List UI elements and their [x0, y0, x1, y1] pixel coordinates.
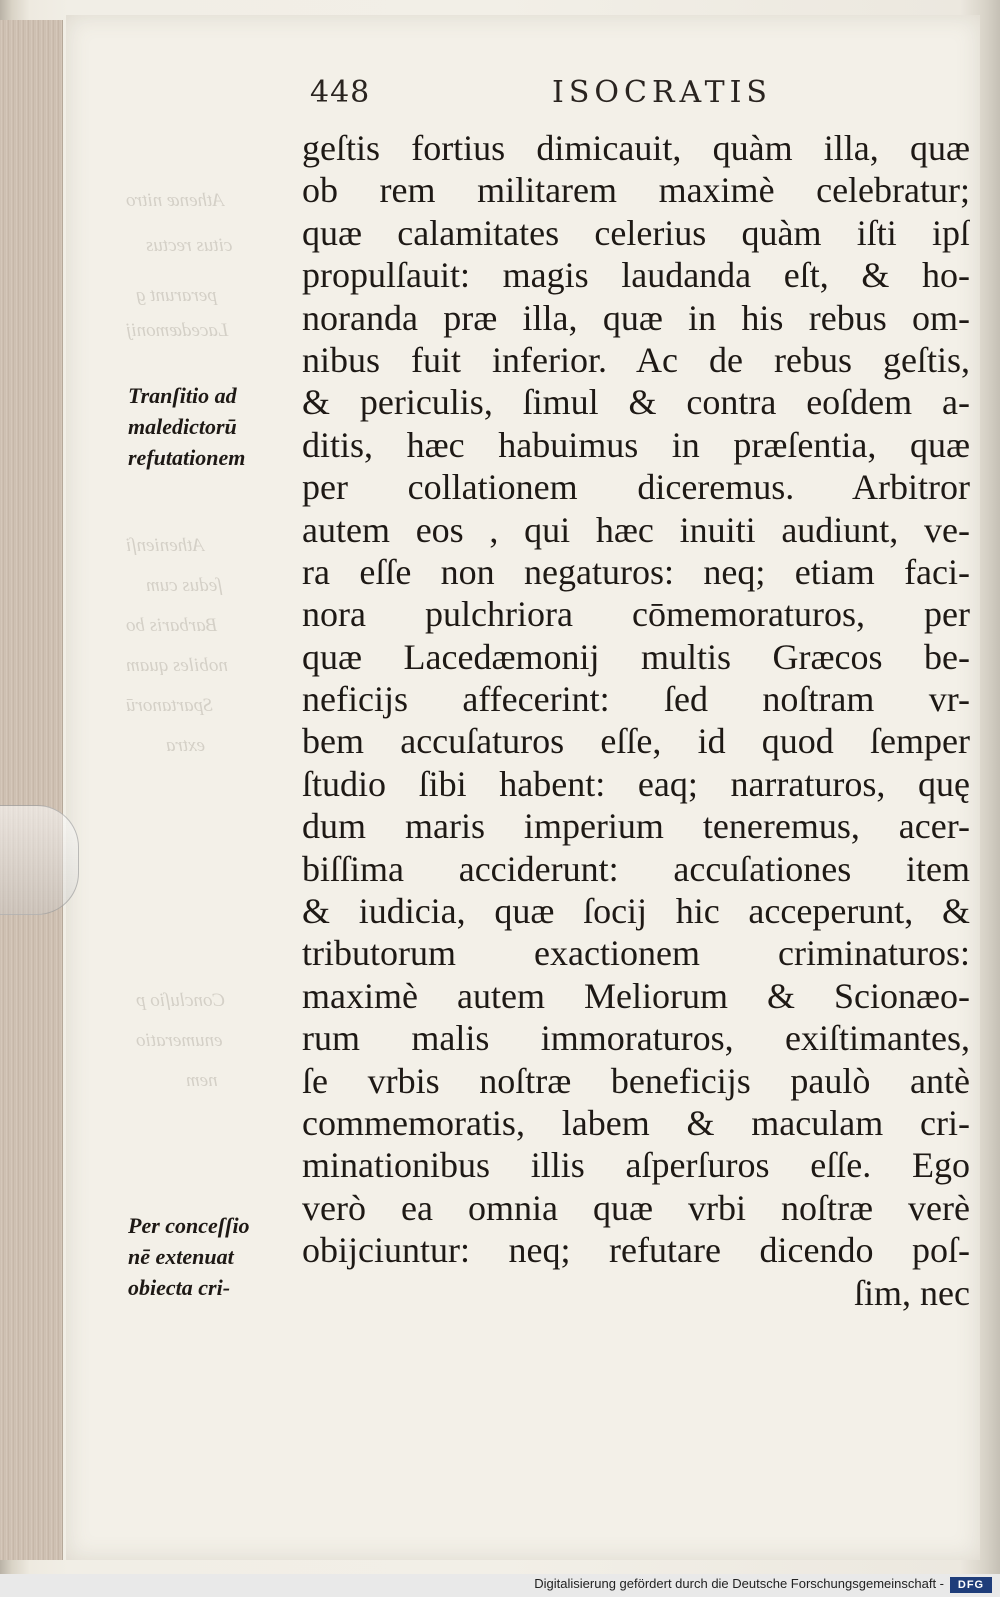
- show-through-mark: nobiles quam: [126, 655, 228, 676]
- funding-credit: Digitalisierung gefördert durch die Deutsche Forschungsgemeinschaft -: [534, 1576, 944, 1591]
- text-line: minationibus illis aſperſuros eſſe. Ego: [302, 1145, 970, 1186]
- margin-note-line: nē extenuat: [128, 1244, 234, 1269]
- text-line: nibus fuit inferior. Ac de rebus geſtis,: [302, 339, 970, 380]
- body-text: [302, 127, 970, 1314]
- margin-note-line: maledictorū: [128, 414, 237, 439]
- text-line: & iudicia, quæ ſocij hic acceperunt, &: [302, 891, 970, 932]
- text-line: noranda præ illa, quæ in his rebus om-: [302, 297, 970, 338]
- text-line: biſſima acciderunt: accuſationes item: [302, 848, 970, 889]
- page-clip: [0, 805, 79, 915]
- margin-note-line: Per conceſſio: [128, 1213, 250, 1238]
- text-line: ſe vrbis noſtræ beneficijs paulò antè: [302, 1060, 970, 1101]
- text-line: quæ calamitates celerius quàm iſti ipſ: [302, 212, 970, 253]
- book-fore-edge: [0, 20, 63, 1560]
- show-through-mark: nem: [186, 1070, 218, 1091]
- text-line: propulſauit: magis laudanda eſt, & ho-: [302, 255, 970, 296]
- margin-note-line: refutationem: [128, 445, 246, 470]
- text-line: obijciuntur: neq; refutare dicendo poſ-: [302, 1230, 970, 1271]
- digitization-footer: [0, 1574, 1000, 1597]
- text-line: geſtis fortius dimicauit, quàm illa, quæ: [302, 128, 970, 168]
- catchword-line: ſim, nec: [854, 1272, 970, 1313]
- text-line: quæ Lacedæmonij multis Græcos be-: [302, 636, 970, 677]
- show-through-mark: Barbaris bo: [126, 615, 218, 636]
- show-through-mark: enumeratio: [136, 1030, 223, 1051]
- text-line: per collationem diceremus. Arbitror: [302, 467, 970, 508]
- show-through-mark: perarunt g: [136, 285, 217, 306]
- text-line: ob rem militarem maximè celebratur;: [302, 170, 970, 211]
- margin-note-per-concessionem: [128, 1210, 250, 1303]
- running-head: [66, 75, 980, 125]
- text-line: commemoratis, labem & maculam cri-: [302, 1102, 970, 1143]
- running-title: ISOCRATIS: [552, 75, 772, 110]
- show-through-mark: Concluſio p: [136, 990, 226, 1011]
- text-line: verò ea omnia quæ vrbi noſtræ verè: [302, 1187, 970, 1228]
- text-line: nora pulchriora cōmemoraturos, per: [302, 594, 970, 635]
- show-through-mark: Spartanorū: [126, 695, 213, 716]
- text-line: ditis, hæc habuimus in præſentia, quæ: [302, 424, 970, 465]
- margin-note-line: obiecta cri-: [128, 1275, 231, 1300]
- page-number: 448: [310, 75, 371, 110]
- margin-note-transitio: [128, 380, 245, 473]
- text-line: autem eos , qui hæc inuiti audiunt, ve-: [302, 509, 970, 550]
- show-through-mark: Lacedæmonij: [126, 320, 229, 341]
- show-through-mark: extra: [166, 735, 206, 756]
- text-line: & periculis, ſimul & contra eoſdem a-: [302, 382, 970, 423]
- book-page: [66, 15, 980, 1560]
- text-line: neficijs affecerint: ſed noſtram vr-: [302, 679, 970, 720]
- text-line: tributorum exactionem criminaturos:: [302, 933, 970, 974]
- show-through-mark: Athenienſi: [126, 535, 205, 556]
- margin-note-line: Tranſitio ad: [128, 383, 237, 408]
- text-line: maximè autem Meliorum & Scionæo-: [302, 975, 970, 1016]
- dfg-logo: DFG: [950, 1577, 992, 1593]
- text-line: bem accuſaturos eſſe, id quod ſemper: [302, 721, 970, 762]
- show-through-mark: citus rectus: [146, 235, 233, 256]
- text-line: ra eſſe non negaturos: neq; etiam faci-: [302, 551, 970, 592]
- text-line: rum malis immoraturos, exiſtimantes,: [302, 1018, 970, 1059]
- text-line: dum maris imperium teneremus, acer-: [302, 806, 970, 847]
- show-through-mark: ſedus cum: [146, 575, 223, 596]
- show-through-mark: Athenæ nitro: [126, 190, 224, 211]
- text-line: ſtudio ſibi habent: eaq; narraturos, quę: [302, 763, 970, 804]
